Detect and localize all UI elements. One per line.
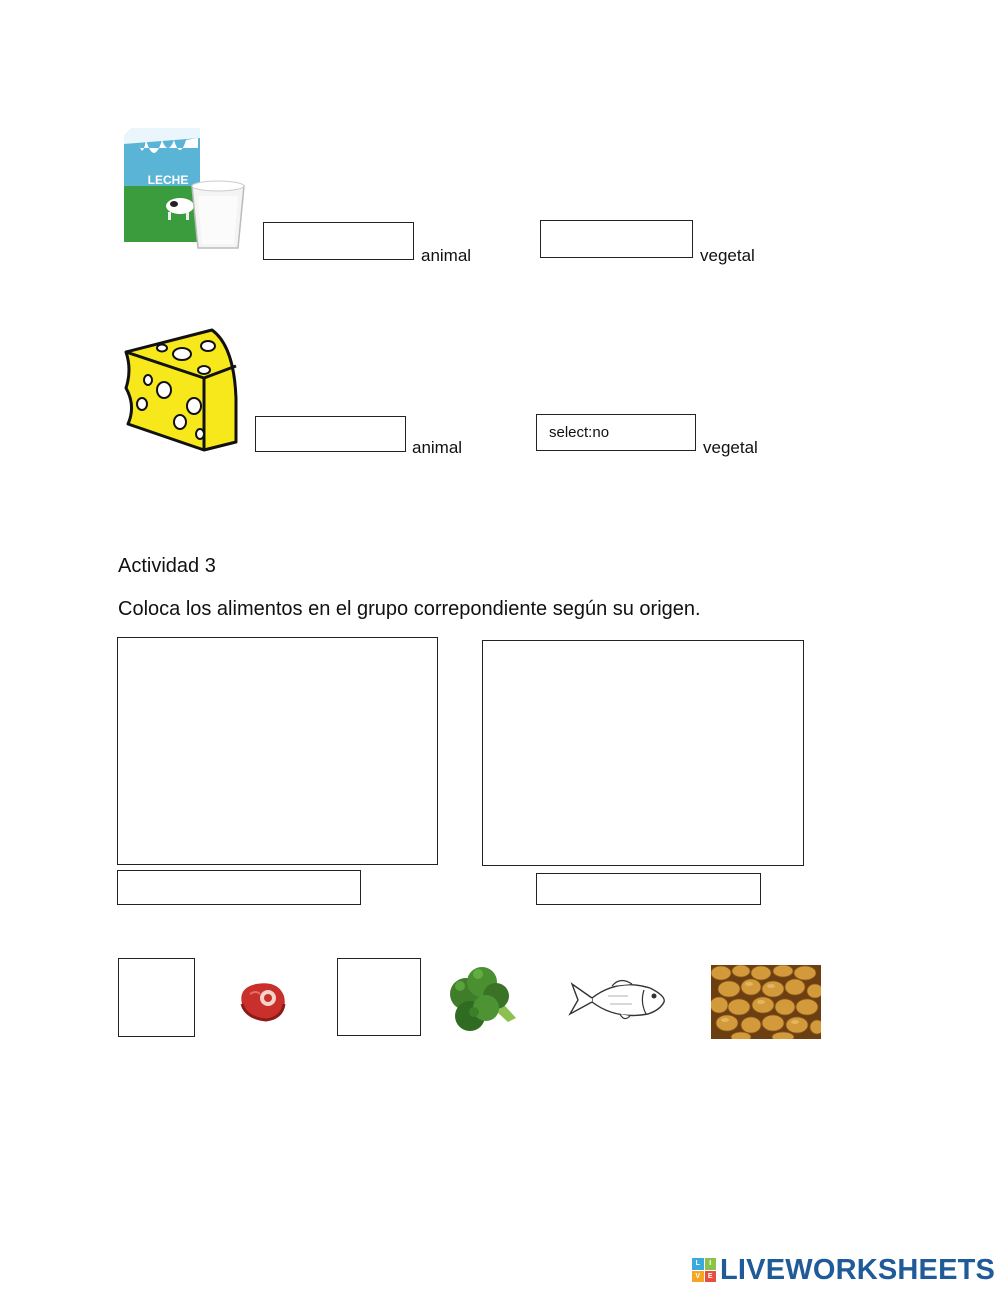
row2-vegetal-label: vegetal <box>703 438 758 457</box>
row2-vegetal-select[interactable] <box>536 414 696 451</box>
drop-zone-left-name-input[interactable] <box>117 870 361 905</box>
item-meat[interactable] <box>236 980 288 1024</box>
row2-animal-input[interactable] <box>255 416 406 452</box>
item-slot-2[interactable] <box>337 958 421 1036</box>
fish-icon <box>568 976 668 1022</box>
carton-text: LECHE <box>147 173 189 187</box>
cheese-wedge-icon <box>120 326 240 454</box>
item-fish[interactable] <box>568 976 668 1022</box>
cheese-image <box>120 326 240 454</box>
row2-vegetal-select-value: select:no <box>549 424 610 441</box>
row1-vegetal-label: vegetal <box>700 246 755 265</box>
row2-animal-label: animal <box>412 438 463 457</box>
item-broccoli[interactable] <box>446 964 520 1038</box>
liveworksheets-logo <box>692 1254 995 1286</box>
activity-instruction: Coloca los alimentos en el grupo correpondiente según su origen. <box>118 598 701 620</box>
drop-zone-left[interactable] <box>117 637 438 865</box>
logo-text: LIVEWORKSHEETS <box>720 1253 996 1286</box>
milk-image <box>120 126 248 250</box>
row1-animal-label: animal <box>421 246 472 265</box>
row1-vegetal-input[interactable] <box>540 220 693 258</box>
potatoes-icon <box>711 965 821 1039</box>
milk-carton-and-glass-icon <box>120 126 248 250</box>
drop-zone-right-name-input[interactable] <box>536 873 761 905</box>
item-potatoes[interactable] <box>711 965 821 1039</box>
drop-zone-right[interactable] <box>482 640 804 866</box>
logo-mark-icon: L I V E <box>692 1258 716 1282</box>
meat-steak-icon <box>236 980 288 1024</box>
item-slot-1[interactable] <box>118 958 195 1037</box>
row1-animal-input[interactable] <box>263 222 414 260</box>
broccoli-icon <box>446 964 520 1038</box>
activity-title: Actividad 3 <box>118 555 216 577</box>
